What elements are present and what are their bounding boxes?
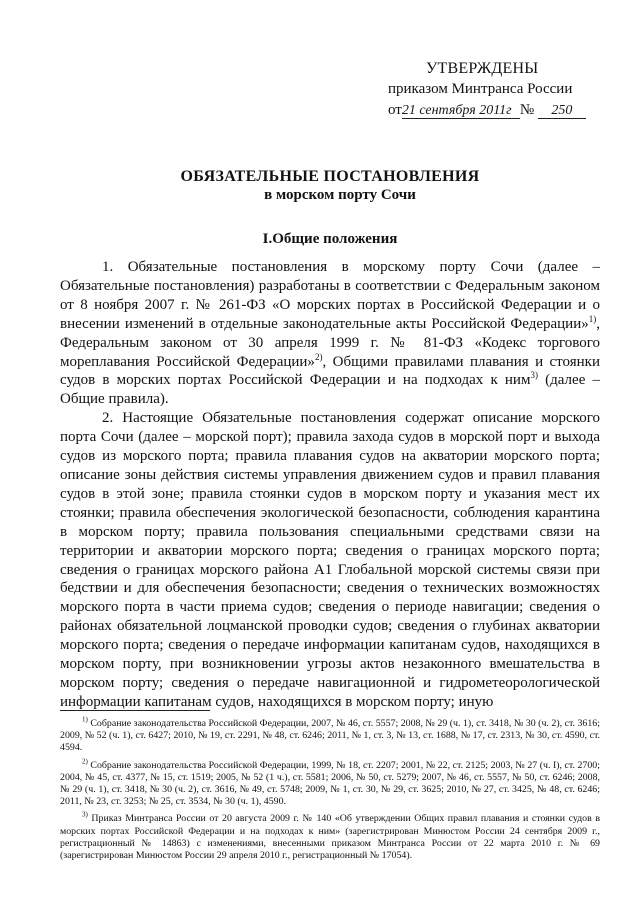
footnote-divider xyxy=(60,710,210,711)
approval-from-label: от xyxy=(388,102,402,118)
paragraph-1 xyxy=(60,258,600,409)
footnote-ref-3: 3) xyxy=(530,370,538,381)
footnote-3 xyxy=(60,813,600,862)
footnote-2 xyxy=(60,757,600,809)
footnote-3-mark: 3) xyxy=(82,811,88,820)
paragraph-2: 2. Настоящие Обязательные постановления содержат описание морского порта Сочи (далее – морской порт); правила захода судов в морской порт и выхода судов из морского порта; правила плавания судов на акватории морского порта; описание зоны действия системы управления движением судов и правил плавания судов в этой зоне; правила стоянки судов в морском порту и указания мест их стоянки; правила обеспечения экологической безопасности, соблюдения карантина в морском порту; правила пользования специальными средствами связи на территории и акватории морского порта; сведения о границах морского порта; сведения о границах морского района А1 Глобальной морской системы связи при бедствии и для обеспечения безопасности; сведения о технических возможностях морского порта в части приема судов; сведения о периоде навигации; сведения о районах обязательной лоцманской проводки судов; сведения о глубинах акватории морского порта; сведения о передаче информации капитанам судов, находящихся в морском порту, при возникновении угрозы актов незаконного вмешательства в морском порту; сведения о передаче навигационной и гидрометеорологической информации капитанам судов, находящихся в морском порту; иную xyxy=(60,410,600,710)
approval-number-label: № xyxy=(519,102,535,118)
document-subtitle: в морском порту Сочи xyxy=(264,187,416,203)
approval-order-line: приказом Минтранса России xyxy=(388,81,573,97)
paragraph-1-part-3: , Общими правилами плавания и стоянки судов в морских портах Российской Федерации и на подходах к ним xyxy=(60,353,600,389)
footnote-2-text: Собрание законодательства Российской Федерации, 1999, № 18, ст. 2207; 2001, № 22, ст. 2125; 2003, № 27 (ч. I), ст. 2700; 2004, № 45, ст. 4377, № 15, ст. 1519; 2005, № 52 (1 ч.), ст. 5581; 2006, № 50, ст. 5279; 2007, № 46, ст. 5557, № 50, ст. 6246; 2008, № 29 (ч. 1), ст. 3418, № 30 (ч. 2), ст. 3616, № 49, ст. 5748; 2009, № 1, ст. 30, № 29, ст. 3625; 2010, № 27, ст. 3425, № 48, ст. 6246; 2011, № 23, ст. 3253; № 25, ст. 3534, № 30 (ч. 1), 4590. xyxy=(60,759,600,808)
footnotes xyxy=(60,715,600,867)
footnote-ref-2: 2) xyxy=(314,351,323,362)
footnote-1-text: Собрание законодательства Российской Федерации, 2007, № 46, ст. 5557; 2008, № 29 (ч. 1), ст. 3418, № 30 (ч. 2), ст. 3616; 2009, № 52 (ч. 1), ст. 6427; 2010, № 19, ст. 2291, № 48, ст. 6246; 2011, № 1, ст. 3, № 13, ст. 1688, № 17, ст. 2313, № 30, ст. 4590, ст. 4594. xyxy=(60,718,600,754)
body-text xyxy=(60,258,600,712)
footnote-1 xyxy=(60,715,600,755)
handwritten-number: 250 xyxy=(538,104,586,119)
paragraph-1-part-1: 1. Обязательные постановления в морскому порту Сочи (далее – Обязательные постановления) разработаны в соответствии с Федеральным законом от 8 ноября 2007 г. № 261-ФЗ «О морских портах в Российской Федерации и о внесении изменений в отдельные законодательные акты Российской Федерации» xyxy=(60,259,600,332)
paragraph-1-part-4: (далее – Общие правила). xyxy=(60,372,601,408)
paragraph-1-part-2: , Федеральным законом от 30 апреля 1999 г. № 81-ФЗ «Кодекс торгового мореплавания Российской Федерации» xyxy=(60,315,600,370)
approval-heading: УТВЕРЖДЕНЫ xyxy=(426,60,539,77)
handwritten-date: 21 сентября 2011г xyxy=(402,104,520,119)
footnote-1-mark: 1) xyxy=(82,715,88,724)
document-title: ОБЯЗАТЕЛЬНЫЕ ПОСТАНОВЛЕНИЯ xyxy=(180,168,480,185)
approval-block xyxy=(388,58,628,121)
footnote-3-text: Приказ Минтранса России от 20 августа 2009 г. № 140 «Об утверждении Общих правил плавания и стоянки судов в морских портах Российской Федерации и на подходах к ним» (зарегистрирован Минюстом России 24 сентября 2009 г., регистрационный № 14863) с изменениями, внесенными приказом Минтранса России от 22 марта 2010 г. № 69 (зарегистрирован Минюстом России 29 апреля 2010 г., регистрационный № 17054). xyxy=(60,813,600,862)
footnote-ref-1: 1) xyxy=(588,313,597,324)
section-heading: I.Общие положения xyxy=(262,231,398,247)
approval-date-line xyxy=(388,100,628,121)
footnote-2-mark: 2) xyxy=(82,757,88,766)
